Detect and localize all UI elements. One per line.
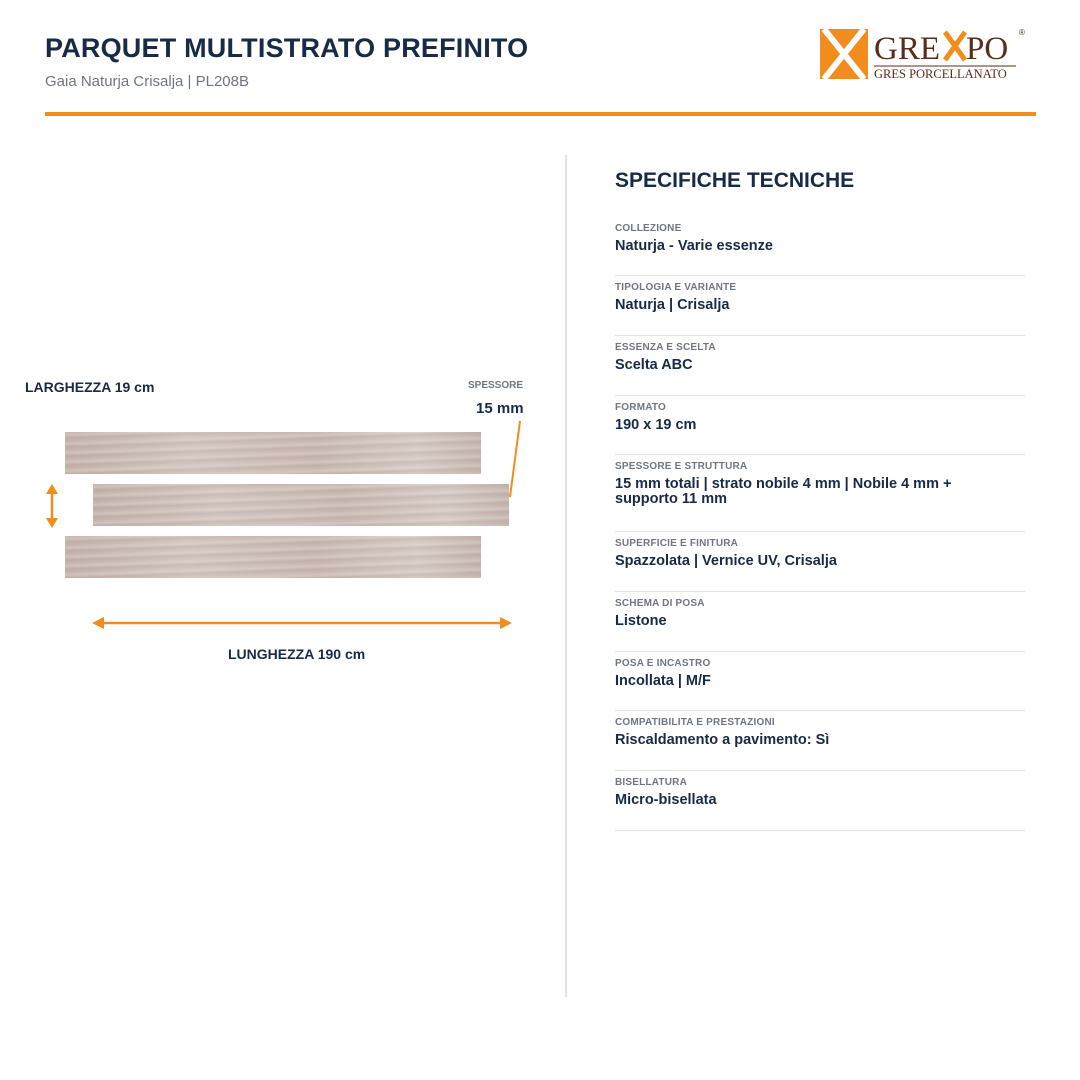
specs-title: SPECIFICHE TECNICHE: [615, 169, 855, 192]
spec-value: Incollata | M/F: [615, 673, 711, 689]
spec-label: COMPATIBILITA E PRESTAZIONI: [615, 717, 775, 728]
spec-value: 190 x 19 cm: [615, 417, 697, 433]
thickness-value: 15 mm: [476, 400, 524, 417]
spec-label: SPESSORE E STRUTTURA: [615, 461, 748, 472]
width-arrow-icon: [46, 484, 58, 528]
width-label: LARGHEZZA 19 cm: [25, 379, 155, 395]
spec-label: TIPOLOGIA E VARIANTE: [615, 282, 737, 293]
spec-label: SUPERFICIE E FINITURA: [615, 538, 739, 549]
spec-row-essenza: [615, 336, 1025, 396]
svg-text:PO: PO: [966, 31, 1009, 67]
length-label: LUNGHEZZA 190 cm: [228, 646, 366, 662]
spec-row-posa-incastro: [615, 652, 1025, 711]
wood-plank-middle: [93, 484, 509, 526]
wood-plank-bottom: [65, 536, 481, 578]
spec-value: Spazzolata | Vernice UV, Crisalja: [615, 553, 837, 569]
spec-row-compatibilita: [615, 711, 1025, 771]
grexpo-logo: [818, 26, 1028, 84]
page-subtitle: Gaia Naturja Crisalja | PL208B: [45, 73, 249, 90]
spec-row-schema-posa: [615, 592, 1025, 652]
spec-value: Micro-bisellata: [615, 792, 717, 808]
page-title: PARQUET MULTISTRATO PREFINITO: [45, 33, 529, 63]
length-arrow-icon: [92, 617, 512, 629]
spec-row-formato: [615, 396, 1025, 455]
spec-label: FORMATO: [615, 402, 667, 413]
spec-row-superficie: [615, 532, 1025, 592]
svg-text:GRES PORCELLANATO: GRES PORCELLANATO: [874, 67, 1007, 81]
thickness-pointer-line: [510, 421, 520, 497]
spec-value: Listone: [615, 613, 667, 629]
spec-label: POSA E INCASTRO: [615, 658, 711, 669]
spec-label: COLLEZIONE: [615, 223, 682, 234]
spec-row-bisellatura: [615, 771, 1025, 831]
svg-text:GRE: GRE: [874, 31, 940, 67]
spec-row-tipologia: [615, 276, 1025, 336]
spec-value: Riscaldamento a pavimento: Sì: [615, 732, 830, 748]
spec-value: Scelta ABC: [615, 357, 693, 373]
spec-value: Naturja | Crisalja: [615, 297, 730, 313]
spec-label: ESSENZA E SCELTA: [615, 342, 716, 353]
wood-plank-top: [65, 432, 481, 474]
specs-list: [615, 216, 1025, 831]
svg-text:®: ®: [1019, 28, 1025, 37]
header-divider: [45, 112, 1036, 116]
spec-row-spessore: [615, 455, 1025, 532]
spec-label: BISELLATURA: [615, 777, 688, 788]
spec-row-collezione: [615, 216, 1025, 276]
column-divider: [565, 155, 567, 997]
thickness-caption: SPESSORE: [468, 380, 524, 391]
spec-value: 15 mm totali | strato nobile 4 mm | Nobile 4 mm + supporto 11 mm: [615, 476, 952, 507]
spec-label: SCHEMA DI POSA: [615, 598, 705, 609]
spec-value: Naturja - Varie essenze: [615, 238, 773, 254]
